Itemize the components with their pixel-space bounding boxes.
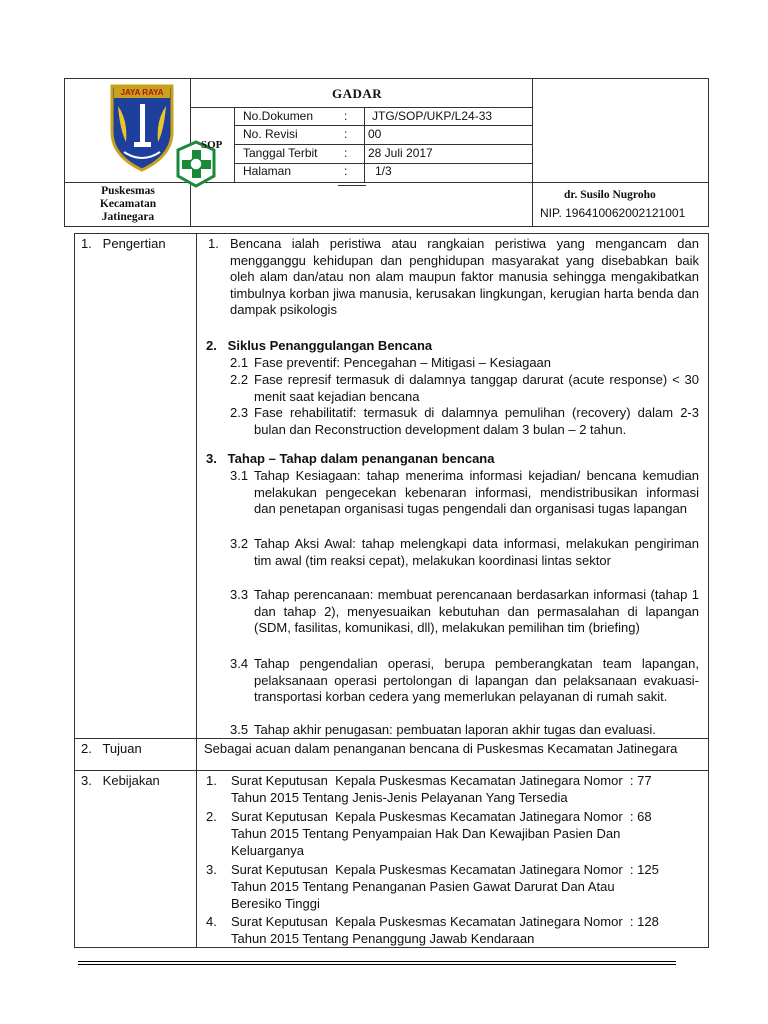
sop-label: SOP (201, 139, 223, 151)
meta-label-tanggal: Tanggal Terbit (243, 146, 318, 160)
footer-rule (78, 964, 676, 965)
meta-label-dokumen: No.Dokumen (243, 109, 314, 123)
kebijakan-rest: Tahun 2015 Tentang Jenis-Jenis Pelayanan Yang Tersedia (231, 790, 568, 805)
pengertian-definition: Bencana ialah peristiwa atau rangkaian peristiwa yang mengancam dan mengganggu kehidupan dan penghidupan masyarakat yang disebabkan baik oleh alam dan/atau non alam maupun faktor manusia sehingga mengakibatkan timbulnya korban jiwa manusia, kerusakan lingkungan, kerugian harta benda dan dampak psikologis (230, 236, 699, 317)
kebijakan-line: Surat Keputusan Kepala Puskesmas Kecamatan Jatinegara Nomor : 68 (231, 809, 652, 824)
siklus-item: Fase preventif: Pencegahan – Mitigasi – Kesiagaan (254, 355, 552, 370)
meta-value-tanggal: 28 Juli 2017 (368, 146, 433, 160)
kebijakan-line: Surat Keputusan Kepala Puskesmas Kecamatan Jatinegara Nomor : 128 (231, 914, 659, 929)
tahap-item: Tahap akhir penugasan: pembuatan laporan akhir tugas dan evaluasi. (254, 722, 656, 737)
meta-value-dokumen: JTG/SOP/UKP/L24-33 (372, 109, 493, 123)
kebijakan-line: Surat Keputusan Kepala Puskesmas Kecamatan Jatinegara Nomor : 125 (231, 862, 659, 877)
tahap-number: 3.4 (230, 656, 249, 671)
siklus-number: 2.3 (230, 405, 249, 420)
siklus-number: 2.1 (230, 355, 249, 370)
tahap-item: Tahap Aksi Awal: tahap melengkapi data informasi, melakukan pengiriman tim awal (tim reaksi cepat), melakukan koordinasi lintas sektor (254, 536, 699, 568)
meta-sep-halaman: : (344, 164, 348, 178)
tahap-item: Tahap pengendalian operasi, berupa pemberangkatan team lapangan, pelaksanaan operasi pertolongan di lapangan dan pelaksanaan evakuasi-transportasi korban cedera yang memerlukan pelayanan di rumah sakit. (254, 656, 699, 704)
siklus-item: Fase rehabilitatif: termasuk di dalamnya pemulihan (recovery) dalam 2-3 bulan dan Reconstruction development dalam 3 bulan – 2 tahun. (254, 405, 699, 437)
siklus-heading: 2. Siklus Penanggulangan Bencana (206, 338, 433, 353)
meta-sep-tanggal: : (344, 146, 348, 160)
pengertian-item-number: 1. (208, 236, 219, 251)
meta-value-halaman: 1/3 (375, 164, 392, 178)
tahap-number: 3.1 (230, 468, 249, 483)
footer-rule (78, 961, 676, 962)
tahap-item: Tahap perencanaan: membuat perencanaan berdasarkan informasi (tahap 1 dan tahap 2), menyesuaikan kebutuhan dan permasalahan di lapangan (SDM, fasilitas, komunikasi, dll), melakukan pemilihan tim (briefing) (254, 587, 699, 635)
kebijakan-number: 4. (206, 914, 217, 929)
tahap-item: Tahap Kesiagaan: tahap menerima informasi kejadian/ bencana kemudian melakukan pengecekan kebenaran informasi, mendistribusikan informasi dan penetapan organisasi tugas pengendali dan organisasi tugas lapangan (254, 468, 699, 516)
section-label-tujuan: 2. Tujuan (81, 741, 142, 756)
siklus-number: 2.2 (230, 372, 249, 387)
kebijakan-rest: Tahun 2015 Tentang Penanganan Pasien Gawat Darurat Dan Atau Beresiko Tinggi (231, 879, 615, 911)
signatory-name: dr. Susilo Nugroho (564, 189, 656, 201)
document-title: GADAR (332, 86, 383, 101)
section-label-pengertian: 1. Pengertian (81, 236, 166, 251)
meta-label-halaman: Halaman (243, 164, 292, 178)
organization-name: Puskesmas Kecamatan Jatinegara (99, 185, 157, 223)
meta-label-revisi: No. Revisi (243, 127, 298, 141)
tujuan-text: Sebagai acuan dalam penanganan bencana di Puskesmas Kecamatan Jatinegara (204, 741, 678, 756)
kebijakan-line: Surat Keputusan Kepala Puskesmas Kecamatan Jatinegara Nomor : 77 (231, 773, 652, 788)
kebijakan-rest: Tahun 2015 Tentang Penyampaian Hak Dan Kewajiban Pasien Dan Keluarganya (231, 826, 621, 858)
kebijakan-number: 1. (206, 773, 217, 788)
meta-value-revisi: 00 (368, 127, 382, 141)
kebijakan-rest: Tahun 2015 Tentang Penanggung Jawab Kendaraan (231, 931, 535, 946)
kebijakan-number: 2. (206, 809, 217, 824)
meta-sep-revisi: : (344, 127, 348, 141)
tahap-heading: 3. Tahap – Tahap dalam penanganan bencana (206, 451, 495, 466)
siklus-item: Fase represif termasuk di dalamnya tanggap darurat (acute response) < 30 menit saat kejadian bencana (254, 372, 699, 404)
signatory-nip: NIP. 196410062002121001 (540, 206, 686, 220)
jaya-raya-logo (98, 80, 218, 192)
meta-sep-dokumen: : (344, 109, 348, 123)
kebijakan-number: 3. (206, 862, 217, 877)
section-label-kebijakan: 3. Kebijakan (81, 773, 160, 788)
tahap-number: 3.3 (230, 587, 249, 602)
logo-text: JAYA RAYA (120, 88, 164, 97)
tahap-number: 3.2 (230, 536, 249, 551)
tahap-number: 3.5 (230, 722, 249, 737)
